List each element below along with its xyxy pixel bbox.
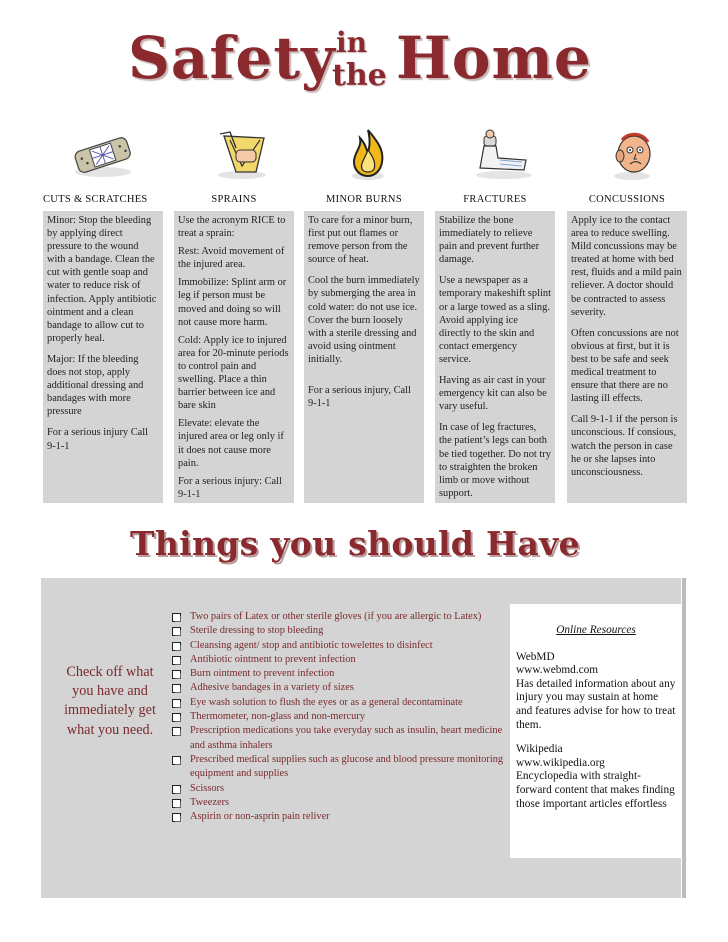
concussions-obvious-text: Often concussions are not obvious at first, but it is best to be safe and seek medical treatment to ensure that there are no lasting ill effects. — [571, 327, 679, 405]
resource-webmd — [516, 651, 676, 733]
title-home: Home — [396, 24, 592, 92]
header-concussions: CONCUSSIONS — [588, 194, 666, 205]
list-item[interactable] — [170, 724, 510, 753]
list-item-text: Tweezers — [190, 796, 230, 808]
concussions-ice-text: Apply ice to the contact area to reduce swelling. Mild concussions may be treated at home with bed rest, fluids and a mild pain reliever. A doctor should be contracted to assess severity. — [571, 215, 682, 318]
list-item[interactable] — [170, 696, 510, 710]
burns-serious-text: For a serious injury, Call 9-1-1 — [308, 385, 411, 410]
fractures-stabilize-text: Stabilize the bone immediately to relieve pain and prevent further damage. — [439, 215, 540, 266]
checkbox-icon[interactable] — [172, 684, 181, 693]
page-title — [0, 0, 728, 120]
list-item-text: Eye wash solution to flush the eyes or as a general decontaminate — [190, 696, 463, 708]
checkbox-icon[interactable] — [172, 613, 181, 622]
online-resources-box — [510, 604, 682, 858]
burns-cool-text: Cool the burn immediately by submerging the area in cold water: do not use ice. Cover the burn loosely with a sterile dressing and avoid using ointment initially. — [308, 275, 420, 365]
concussions-column — [567, 211, 687, 503]
list-item-text: Adhesive bandages in a variety of sizes — [190, 682, 354, 694]
list-item-text: Burn ointment to prevent infection — [190, 668, 335, 680]
list-item-text: Cleansing agent/ stop and antibiotic towelettes to disinfect — [190, 639, 433, 651]
list-item[interactable] — [170, 810, 510, 824]
sprains-immobilize-text: Immobilize: Splint arm or leg if person must be moved and doing so will not cause more harm. — [178, 277, 287, 328]
list-item[interactable] — [170, 624, 510, 638]
header-sprains: SPRAINS — [211, 194, 257, 205]
cuts-scratches-column — [43, 211, 163, 503]
list-item-text: Two pairs of Latex or other sterile gloves (if you are allergic to Latex) — [190, 611, 482, 622]
resource-url[interactable]: www.webmd.com — [516, 664, 599, 677]
checkbox-icon[interactable] — [172, 799, 181, 808]
checkbox-icon[interactable] — [172, 785, 181, 794]
things-heading: Things you should Have — [130, 524, 580, 563]
checkbox-icon[interactable] — [172, 627, 181, 636]
sprains-cold-text: Cold: Apply ice to injured area for 20-minute periods to control pain and swelling. Place a thin barrier between ice and bare skin — [178, 334, 289, 412]
title-in: in — [336, 26, 367, 59]
list-item-text: Thermometer, non-glass and non-mercury — [190, 711, 366, 723]
header-cuts-scratches: CUTS & SCRATCHES — [43, 194, 148, 205]
header-minor-burns: MINOR BURNS — [326, 194, 402, 205]
list-item[interactable] — [170, 610, 510, 624]
checkbox-icon[interactable] — [172, 699, 181, 708]
checkbox-icon[interactable] — [172, 727, 181, 736]
sling-icon — [212, 128, 272, 182]
fractures-legs-text: In case of leg fractures, the patient’s legs can both be tied together. Do not try to straighten the broken limb or move without support. — [439, 422, 551, 499]
resource-name: WebMD — [516, 650, 555, 663]
flame-icon — [348, 128, 388, 182]
list-item-text: Prescription medications you take everyday such as insulin, heart medicine and asthma inhalers — [190, 725, 503, 751]
list-item[interactable] — [170, 753, 510, 782]
resource-url[interactable]: www.wikipedia.org — [516, 756, 605, 769]
dizzy-face-icon — [608, 128, 656, 182]
list-item-text: Aspirin or non-asprin pain reliver — [190, 811, 330, 823]
checkbox-icon[interactable] — [172, 756, 181, 765]
minor-burns-column — [304, 211, 424, 503]
list-item-text: Prescribed medical supplies such as glucose and blood pressure monitoring equipment and supplies — [190, 753, 504, 780]
checkbox-icon[interactable] — [172, 642, 181, 651]
concussions-call-text: Call 9-1-1 if the person is unconscious. If consious, watch the person in case he or she lapses into unconsciousness. — [571, 414, 678, 478]
cast-icon — [470, 128, 536, 182]
fractures-splint-text: Use a newspaper as a temporary makeshift splint or a large towed as a sling. Avoid applying ice directly to the skin and contact emergency service. — [439, 275, 551, 365]
resource-name: Wikipedia — [516, 743, 563, 756]
checkbox-icon[interactable] — [172, 670, 181, 679]
fractures-column — [435, 211, 555, 503]
list-item-text: Sterile dressing to stop bleeding — [190, 625, 324, 637]
supplies-checklist — [170, 610, 510, 824]
title-the: the — [332, 58, 387, 93]
checkoff-note: Check off what you have and immediately get what you need. — [64, 664, 156, 738]
sprains-column — [174, 211, 294, 503]
cuts-minor-text: Minor: Stop the bleeding by applying direct pressure to the wound with a bandage. Clean the cut with gentle soap and water to reduce risk of infection. Apply antibiotic ointment and a clean bandage to allow cut to properly heal. — [47, 215, 157, 344]
list-item[interactable] — [170, 653, 510, 667]
list-item[interactable] — [170, 667, 510, 681]
sprains-rest-text: Rest: Avoid movement of the injured area. — [178, 246, 285, 271]
title-safety: Safety — [128, 24, 336, 92]
sprains-elevate-text: Elevate: elevate the injured area or leg only if it does not cause more pain. — [178, 418, 284, 469]
list-item[interactable] — [170, 681, 510, 695]
cuts-major-text: Major: If the bleeding does not stop, apply additional dressing and bandages with more pressure — [47, 353, 144, 418]
list-item-text: Scissors — [190, 782, 225, 794]
checkbox-icon[interactable] — [172, 656, 181, 665]
list-item[interactable] — [170, 782, 510, 796]
checkbox-icon[interactable] — [172, 813, 181, 822]
header-fractures: FRACTURES — [463, 194, 527, 205]
checkbox-icon[interactable] — [172, 713, 181, 722]
panel-divider — [682, 578, 686, 898]
cuts-serious-text: For a serious injury Call 9-1-1 — [47, 427, 149, 452]
fractures-aircast-text: Having as air cast in your emergency kit can also be vary useful. — [439, 375, 547, 413]
list-item[interactable] — [170, 710, 510, 724]
list-item[interactable] — [170, 639, 510, 653]
list-item[interactable] — [170, 796, 510, 810]
bandage-icon — [72, 128, 134, 182]
sprains-serious-text: For a serious injury: Call 9-1-1 — [178, 475, 282, 500]
sprains-intro-text: Use the acronym RICE to treat a sprain: — [178, 215, 286, 240]
resources-title: Online Resources — [556, 624, 636, 636]
burns-first-text: To care for a minor burn, first put out flames or remove person from the source of heat. — [308, 215, 413, 266]
list-item-text: Antibiotic ointment to prevent infection — [190, 653, 356, 665]
resource-desc: Has detailed information about any injury you may sustain at home and features advise for how to treat them. — [516, 677, 676, 731]
resource-wikipedia — [516, 743, 676, 811]
resource-desc: Encyclopedia with straight-forward content that makes finding those important articles effortless — [516, 770, 675, 810]
